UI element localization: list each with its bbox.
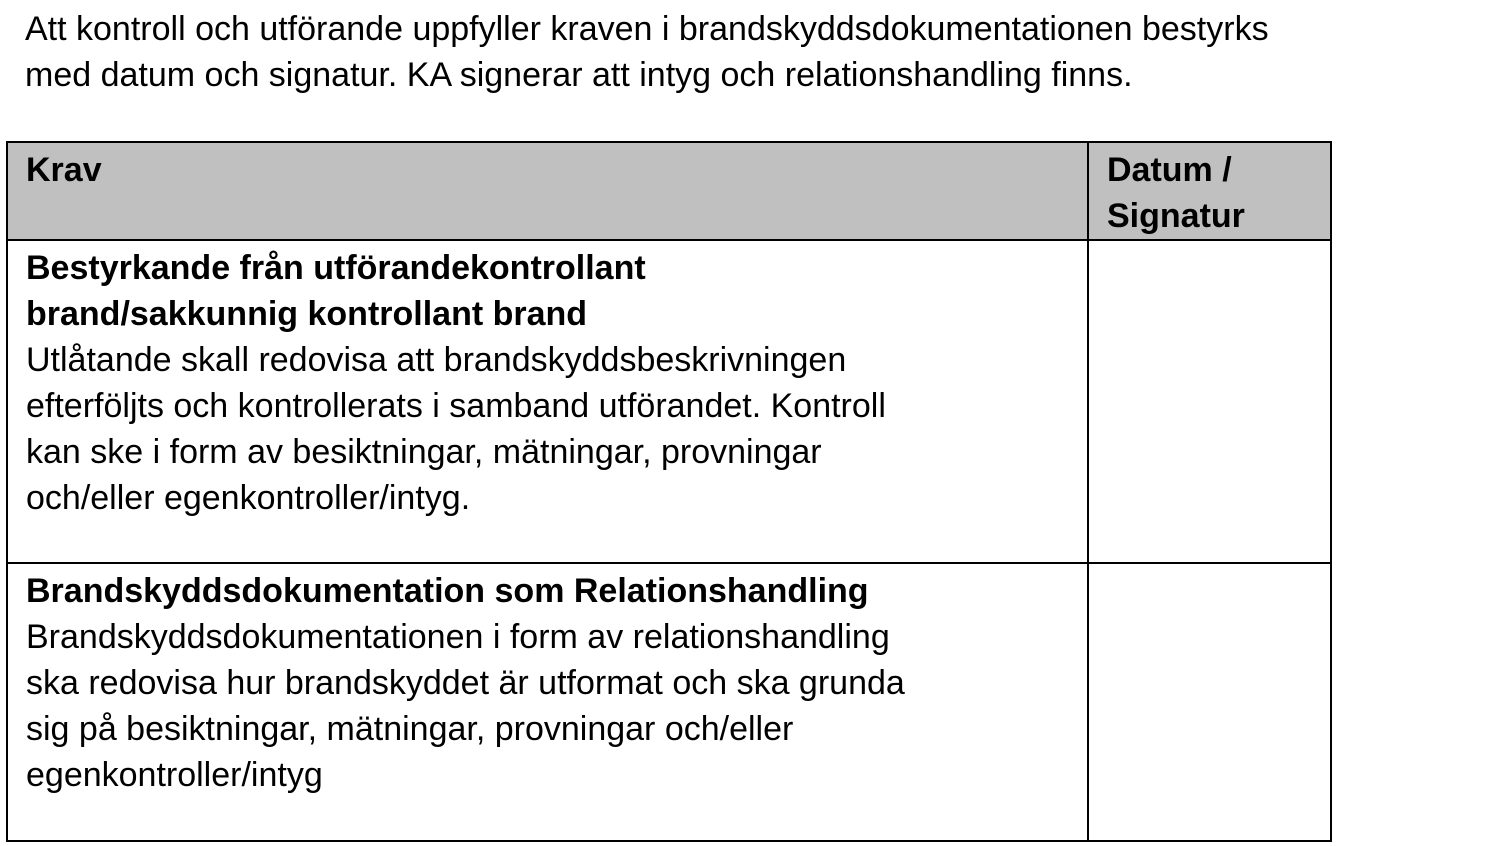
header-datum-signatur	[1088, 142, 1331, 240]
requirement-title-line-1: Brandskyddsdokumentation som Relationshandling	[26, 572, 869, 610]
header-datum-line-1: Datum /	[1107, 151, 1232, 189]
requirement-body-line: ska redovisa hur brandskyddet är utformat och ska grunda	[26, 664, 905, 702]
requirement-body-line: och/eller egenkontroller/intyg.	[26, 479, 471, 517]
intro-line-2: med datum och signatur. KA signerar att intyg och relationshandling finns.	[25, 56, 1133, 94]
requirement-title-line-1: Bestyrkande från utförandekontrollant	[26, 249, 646, 287]
requirement-cell	[7, 240, 1088, 563]
requirements-table	[6, 141, 1332, 842]
table-header-row	[7, 142, 1331, 240]
requirement-title-line-2: brand/sakkunnig kontrollant brand	[26, 295, 588, 333]
requirement-cell	[7, 563, 1088, 841]
requirement-body-line: kan ske i form av besiktningar, mätningar, provningar	[26, 433, 822, 471]
requirement-body-line: Utlåtande skall redovisa att brandskyddsbeskrivningen	[26, 341, 847, 379]
requirement-body-line: efterföljts och kontrollerats i samband utförandet. Kontroll	[26, 387, 886, 425]
table-row	[7, 240, 1331, 563]
signature-cell[interactable]	[1088, 240, 1331, 563]
header-krav: Krav	[7, 142, 1088, 240]
requirement-body-line: egenkontroller/intyg	[26, 756, 323, 794]
signature-cell[interactable]	[1088, 563, 1331, 841]
header-datum-line-2: Signatur	[1107, 197, 1245, 235]
table-row	[7, 563, 1331, 841]
requirement-body-line: Brandskyddsdokumentationen i form av relationshandling	[26, 618, 890, 656]
intro-paragraph	[25, 6, 1495, 98]
intro-line-1: Att kontroll och utförande uppfyller kraven i brandskyddsdokumentationen bestyrks	[25, 10, 1269, 48]
requirement-body-line: sig på besiktningar, mätningar, provningar och/eller	[26, 710, 794, 748]
